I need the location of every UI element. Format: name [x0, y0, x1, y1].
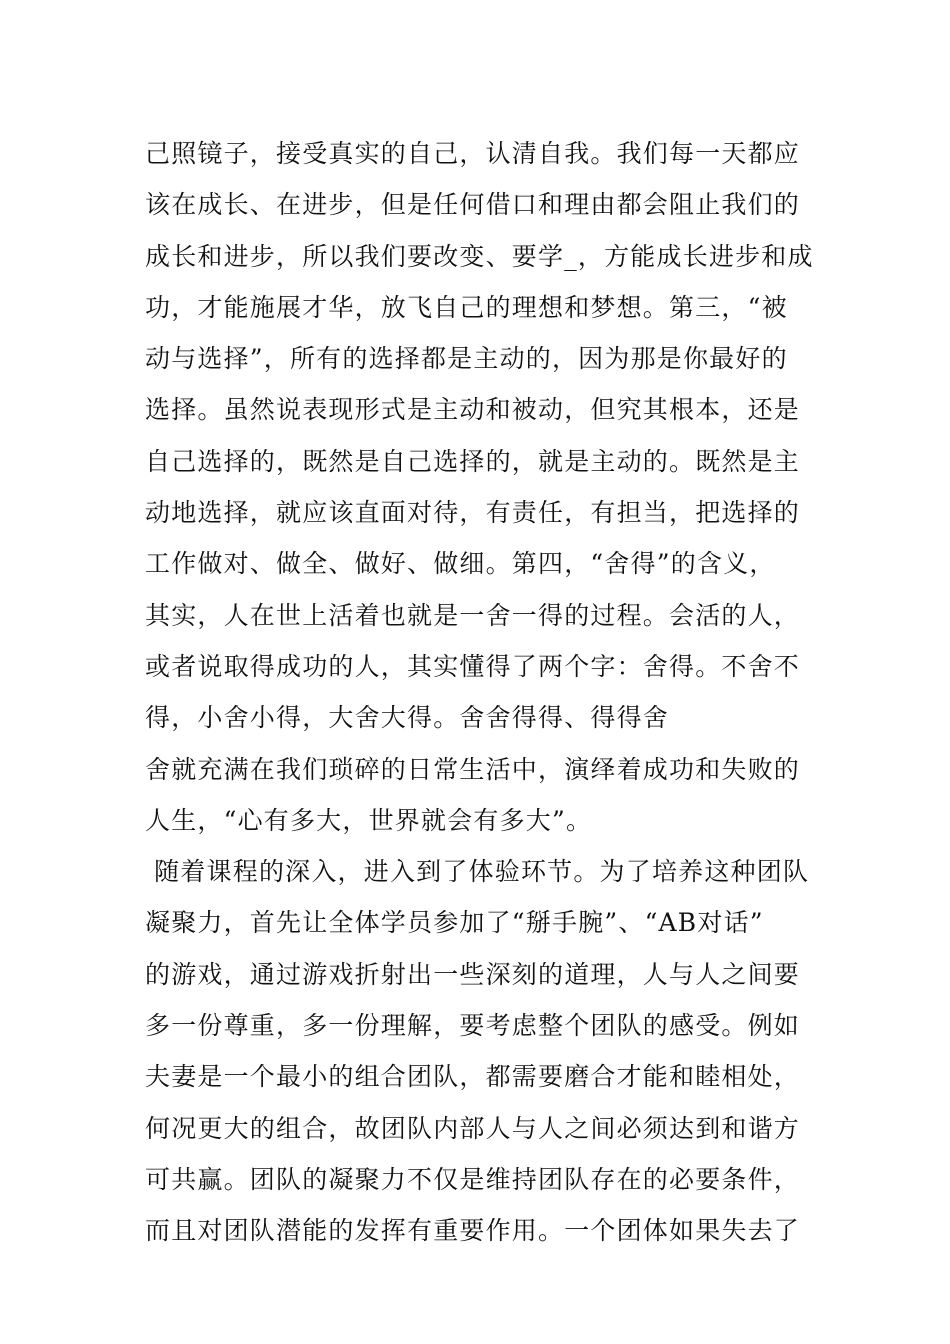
text-line: 人生，“心有多大，世界就会有多大”。: [145, 805, 593, 835]
text-line: 何况更大的组合，故团队内部人与人之间必须达到和谐方: [145, 1113, 801, 1143]
text-line: 选择。虽然说表现形式是主动和被动，但究其根本，还是: [145, 395, 801, 425]
body-text: [145, 128, 815, 1257]
text-line: 夫妻是一个最小的组合团队，都需要磨合才能和睦相处，: [145, 1062, 801, 1092]
text-line: 可共赢。团队的凝聚力不仅是维持团队存在的必要条件，: [145, 1164, 801, 1194]
text-line: 其实，人在世上活着也就是一舍一得的过程。会活的人，: [145, 600, 801, 630]
text-line: 凝聚力，首先让全体学员参加了“掰手腕”、“AB对话”: [145, 908, 764, 938]
text-line: 或者说取得成功的人，其实懂得了两个字：舍得。不舍不: [145, 651, 801, 681]
text-line: 工作做对、做全、做好、做细。第四，“舍得”的含义，: [145, 549, 776, 579]
text-line: 的游戏，通过游戏折射出一些深刻的道理，人与人之间要: [145, 959, 801, 989]
text-line: 功，才能施展才华，放飞自己的理想和梦想。第三，“被: [145, 292, 788, 322]
text-line: 得，小舍小得，大舍大得。舍舍得得、得得舍: [145, 703, 670, 733]
text-line: 自己选择的，既然是自己选择的，就是主动的。既然是主: [145, 446, 801, 476]
text-line: 成长和进步，所以我们要改变、要学_，方能成长进步和成: [145, 241, 814, 271]
text-line: 多一份尊重，多一份理解，要考虑整个团队的感受。例如: [145, 1011, 801, 1041]
text-line: 己照镜子，接受真实的自己，认清自我。我们每一天都应: [145, 139, 801, 168]
text-line: 而且对团队潜能的发挥有重要作用。一个团体如果失去了: [145, 1216, 801, 1246]
text-line: 该在成长、在进步，但是任何借口和理由都会阻止我们的: [145, 190, 801, 220]
text-line: 动地选择，就应该直面对待，有责任，有担当，把选择的: [145, 498, 801, 528]
text-line: 随着课程的深入，进入到了体验环节。为了培养这种团队: [145, 857, 810, 887]
text-line: 舍就充满在我们琐碎的日常生活中，演绎着成功和失败的: [145, 754, 801, 784]
text-line: 动与选择”，所有的选择都是主动的，因为那是你最好的: [145, 344, 788, 374]
